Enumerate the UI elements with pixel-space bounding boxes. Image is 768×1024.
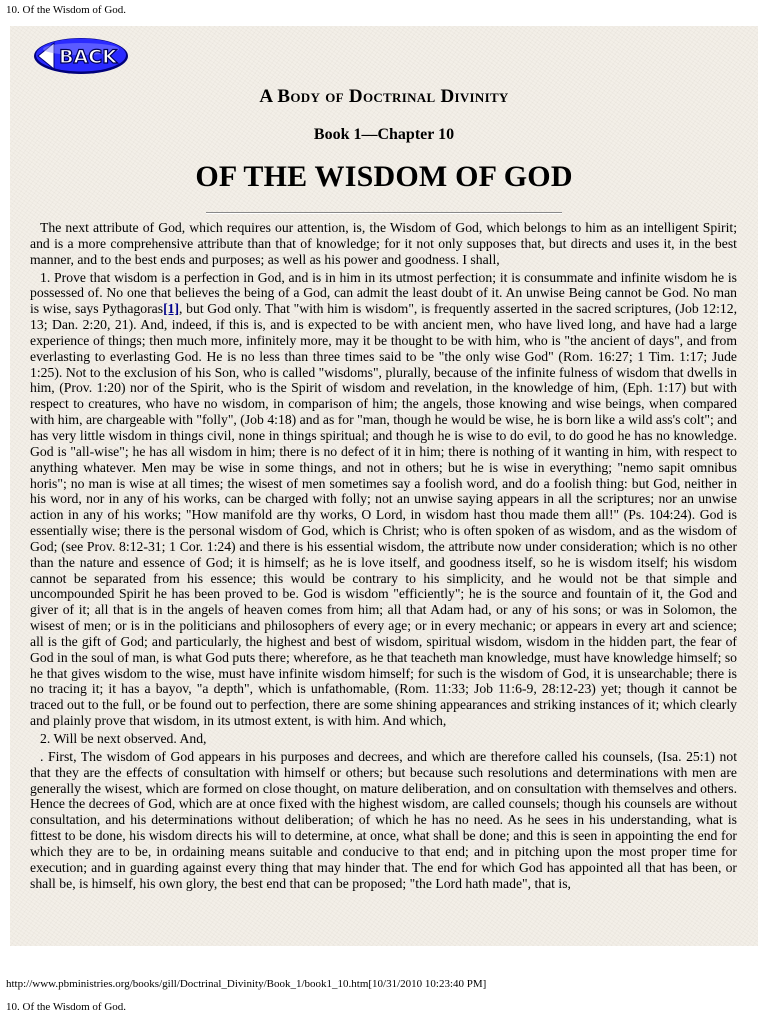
book-title: A Body of Doctrinal Divinity (259, 86, 509, 107)
footnote-link[interactable]: [1] (163, 301, 180, 317)
paragraph-proof-text-start: 1. Prove that wisdom is a perfection in God, and is in him in its utmost perfection; it is consummate and infinite wisdom he is possessed of. No one that believes the being of a God, can admit the least doubt of it. An unwise Being cannot be God. No man is wise, says Pythagoras (30, 269, 737, 317)
chapter-heading: Book 1—Chapter 10 (313, 126, 455, 143)
divider (206, 212, 562, 214)
print-header-title: 10. Of the Wisdom of God. (6, 4, 127, 16)
paragraph-intro: The next attribute of God, which requires our attention, is, the Wisdom of God, which belongs to him as an intelligent Spirit; and is a more comprehensive attribute than that of knowledge; for it not only supposes that, but directs and uses it, in the best manner, and to the best ends and purposes; as well as his power and goodness. I shall, (30, 220, 737, 267)
paragraph-next: 2. Will be next observed. And, (40, 731, 207, 746)
back-arrow-icon (32, 36, 130, 76)
page-title: OF THE WISDOM OF GOD (195, 160, 573, 193)
paragraph-first: . First, The wisdom of God appears in his purposes and decrees, and which are therefore called his counsels, (Isa. 25:1) not that they are the effects of consultation with himself or others; but because such resolutions and determinations with men are generally the wisest, which are formed on close thought, on mature deliberation, and on consultation with themselves and others. Hence the decrees of God, which are at once fixed with the highest wisdom, are called counsels; though his counsels are without consultation, and his determinations without deliberation; of which he has no need. As he sees in his understanding, what is fittest to be done, his wisdom directs his will to determine, at once, what shall be done; and this is seen in appointing the end for which they are to be, in ordaining means suitable and conducive to that end; and in pitching upon the most proper time for execution; and in guarding against every thing that may hinder that. The end for which God has appointed all that has been, or shall be, is himself, his own glory, the best end that can be proposed; "the Lord hath made", that is, (30, 748, 737, 891)
article-body (30, 220, 737, 893)
paragraph-proof (30, 270, 737, 729)
page-content (10, 26, 758, 946)
paragraph-proof-text-end: , but God only. That "with him is wisdom", is frequently asserted in the sacred scriptures, (Job 12:12, 13; Dan. 2:20, 21). And, indeed, if this is, and is expected to be with ancient men, who have lived long, and have had a large experience of things; then much more, infinitely more, may it be thought to be with him, who is "the ancient of days", and from everlasting to everlasting God. He is no less than three times said to be "the only wise God" (Rom. 16:27; 1 Tim. 1:17; Jude 1:25). Not to the exclusion of his Son, who is called "wisdoms", plurally, because of the infinite fulness of wisdom that dwells in him, (Prov. 1:20) nor of the Spirit, who is the Spirit of wisdom and revelation, in the knowledge of him, (Eph. 1:17) but with respect to creatures, who have no wisdom, in comparison of him; the angels, those knowing and wise beings, when compared with him, are chargeable with "folly", (Job 4:18) and as for "man, though he would be wise, he is born like a wild ass's colt"; and has very little wisdom in things civil, none in things spiritual; and though he is wise to do evil, to do good he has no knowledge. God is "all-wise"; he has all wisdom in him; there is no defect of it in him; there is nothing of it wanting in him, with respect to anything whatever. Men may be wise in some things, and not in others; but he is wise in everything; "nemo sapit omnibus horis"; no man is wise at all times; the wisest of men sometimes say a foolish word, and do a foolish thing: but God, neither in his word, nor in any of his works, can be charged with folly; not an unwise saying appears in all the scriptures; nor an unwise action in any of his works; "How manifold are thy works, O Lord, in wisdom hast thou made them all!" (Ps. 104:24). God is essentially wise; there is the personal wisdom of God, which is Christ; who is often spoken of as wisdom, and as the wisdom of God; (see Prov. 8:12-31; 1 Cor. 1:24) and there is his essential wisdom, the attribute now under consideration; which is no other than the nature and essence of God; it is himself; as he is love itself, and goodness itself, so he is wisdom itself; his wisdom cannot be separated from his essence; this would be contrary to his simplicity, and he would not be that simple and uncompounded Spirit he has been proved to be. God is wisdom "efficiently"; he is the source and fountain of it, the God and giver of it; all that is in the angels of heaven comes from him; all that Adam had, or any of his sons; or was in Solomon, the wisest of men; or is in the politicians and philosophers of every age; or in every mechanic; or appears in every art and science; all is the gift of God; and particularly, the highest and best of wisdom, spiritual wisdom, wisdom in the hidden part, the fear of God in the soul of man, is what God puts there; wherefore, as he that teacheth man knowledge, must have knowledge himself; so he that gives wisdom to the wise, must have infinite wisdom himself; for such is the wisdom of God, it is unsearchable; there is no tracing it; it has a bayov, "a depth", which is unfathomable, (Rom. 11:33; Job 11:6-9, 28:12-23) yet; though it cannot be traced out to the full, or be found out to perfection, there are some shining appearances and striking instances of it; which clearly and plainly prove that wisdom, in its utmost extent, is with him. And which, (30, 301, 737, 729)
print-footer-title: 10. Of the Wisdom of God. (6, 1001, 127, 1013)
back-button[interactable] (32, 36, 130, 76)
print-footer-url: http://www.pbministries.org/books/gill/Doctrinal_Divinity/Book_1/book1_10.htm[10/31/2010 10:23:40 PM] (6, 978, 487, 990)
back-button-label: BACK (59, 46, 117, 68)
